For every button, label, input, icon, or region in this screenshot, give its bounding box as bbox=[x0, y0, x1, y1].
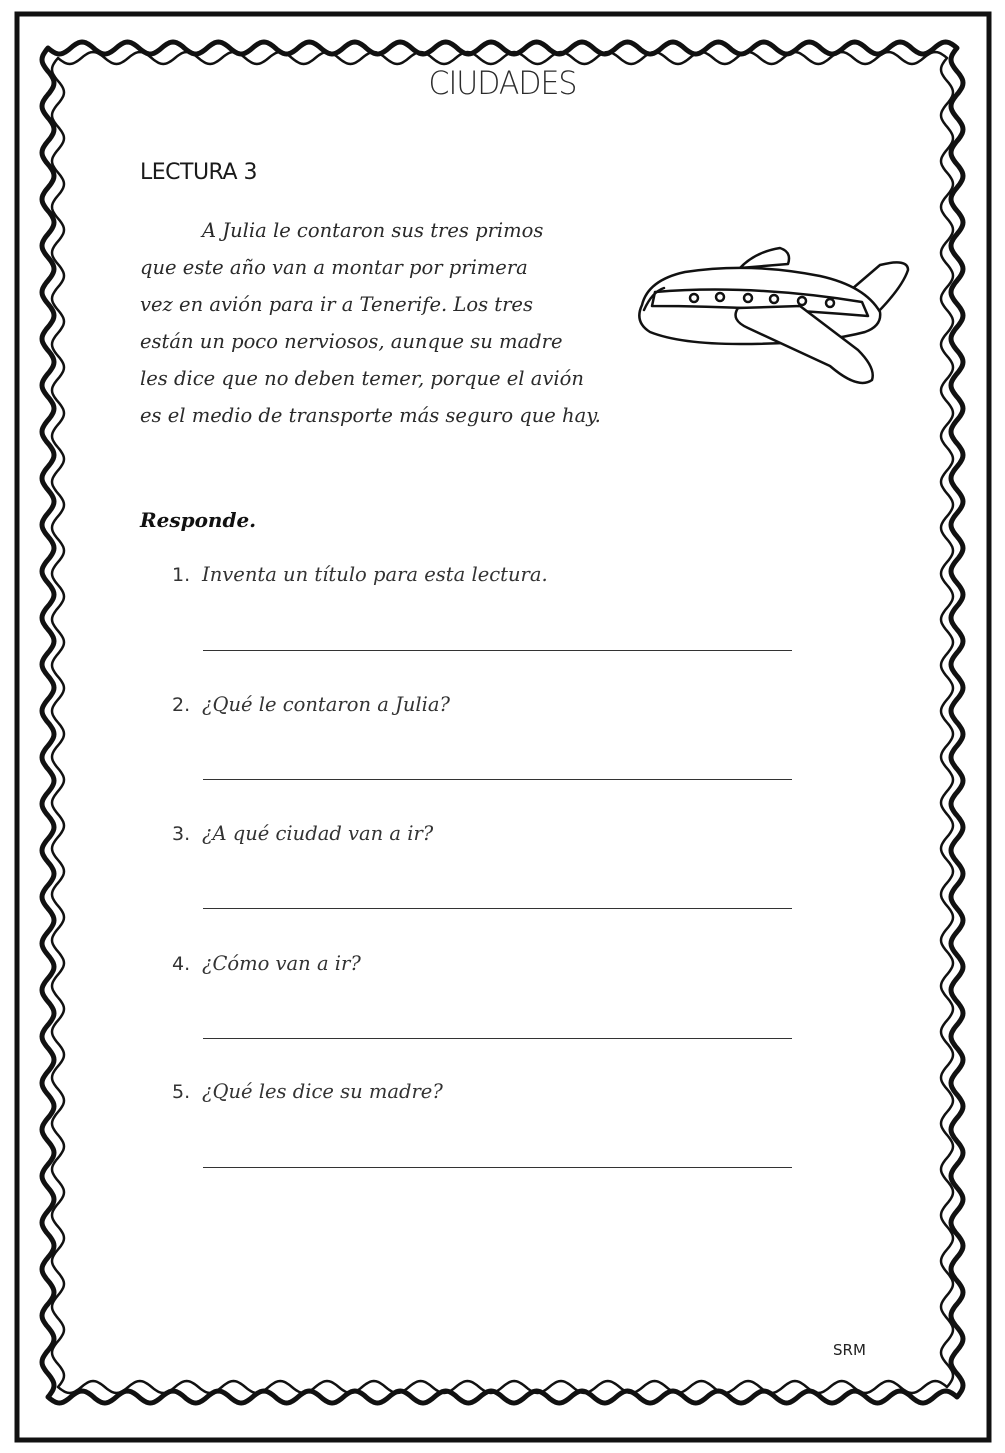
question-text: ¿Qué le contaron a Julia? bbox=[202, 693, 450, 716]
reading-line: están un poco nerviosos, aunque su madre bbox=[140, 330, 563, 353]
question-text: ¿A qué ciudad van a ir? bbox=[202, 822, 434, 845]
respond-heading: Responde. bbox=[140, 508, 257, 532]
question-5 bbox=[172, 1080, 443, 1103]
question-text: Inventa un título para esta lectura. bbox=[202, 563, 548, 586]
reading-line: A Julia le contaron sus tres primos bbox=[202, 219, 544, 242]
reading-line: es el medio de transporte más seguro que hay. bbox=[140, 404, 601, 427]
reading-line: vez en avión para ir a Tenerife. Los tres bbox=[140, 293, 533, 316]
question-text: ¿Qué les dice su madre? bbox=[202, 1080, 443, 1103]
airplane-icon bbox=[630, 240, 915, 395]
question-number: 1. bbox=[172, 564, 191, 586]
answer-line-5[interactable] bbox=[203, 1167, 792, 1168]
question-number: 2. bbox=[172, 694, 191, 716]
question-4 bbox=[172, 952, 361, 975]
author-signature: SRM bbox=[833, 1341, 866, 1359]
question-text: ¿Cómo van a ir? bbox=[202, 952, 361, 975]
reading-line: les dice que no deben temer, porque el avión bbox=[140, 367, 584, 390]
question-3 bbox=[172, 822, 433, 845]
page-title: CIUDADES bbox=[428, 64, 577, 103]
reading-subtitle: LECTURA 3 bbox=[140, 160, 257, 185]
answer-line-4[interactable] bbox=[203, 1038, 792, 1039]
answer-line-1[interactable] bbox=[203, 650, 792, 651]
question-number: 3. bbox=[172, 823, 191, 845]
reading-line: que este año van a montar por primera bbox=[140, 256, 528, 279]
answer-line-2[interactable] bbox=[203, 779, 792, 780]
question-1 bbox=[172, 563, 548, 586]
question-number: 4. bbox=[172, 953, 191, 975]
question-number: 5. bbox=[172, 1081, 191, 1103]
question-2 bbox=[172, 693, 450, 716]
answer-line-3[interactable] bbox=[203, 908, 792, 909]
reading-passage bbox=[140, 212, 640, 434]
